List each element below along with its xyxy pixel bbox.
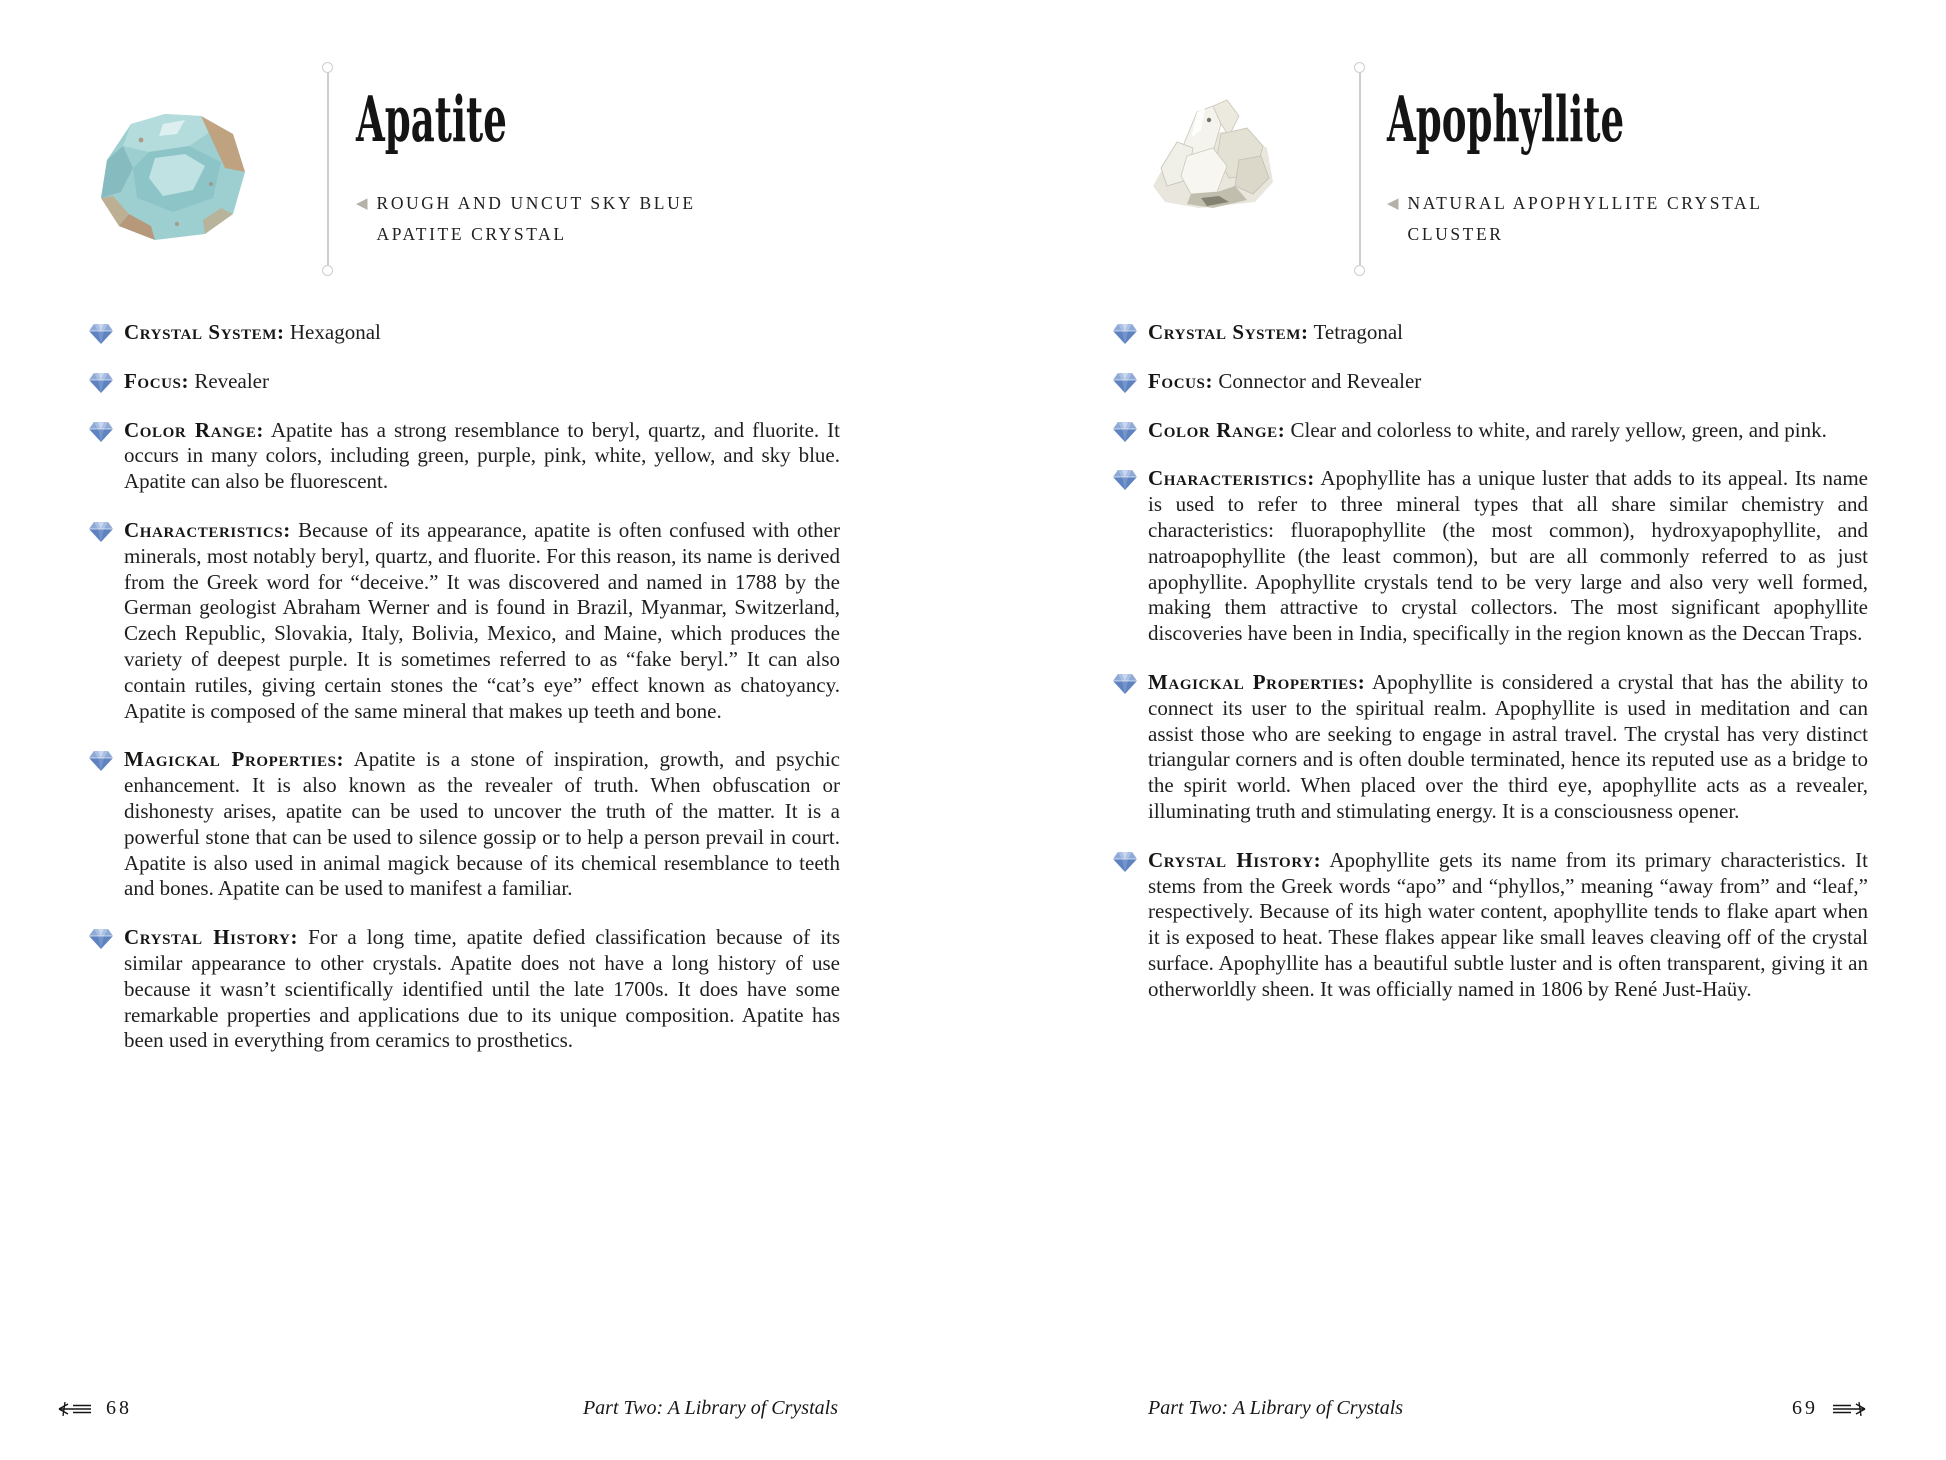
section-label: Crystal System: <box>124 320 285 344</box>
photo-caption <box>1387 188 1946 250</box>
gem-diamond-icon <box>1112 372 1138 394</box>
page-title: Apophyllite <box>1387 82 1625 157</box>
header-divider <box>322 62 334 276</box>
section-label: Characteristics: <box>124 517 291 542</box>
section-body: Tetragonal <box>1313 320 1404 344</box>
entry-heading <box>356 82 916 250</box>
running-title: Part Two: A Library of Crystals <box>582 1397 838 1419</box>
apatite-photo <box>93 106 255 246</box>
divider-dot-top <box>1354 62 1365 73</box>
section-body: Revealer <box>194 368 269 393</box>
section-characteristics <box>1112 466 1868 647</box>
section-label: Crystal History: <box>1148 847 1322 872</box>
gem-diamond-icon <box>1112 421 1138 443</box>
left-triangle-icon: ◀ <box>356 194 368 212</box>
section-crystal-history <box>88 925 840 1054</box>
section-label: Focus: <box>1148 368 1214 393</box>
left-triangle-icon: ◀ <box>1387 194 1399 212</box>
gem-diamond-icon <box>88 521 114 543</box>
section-label: Focus: <box>124 368 190 393</box>
section-color-range <box>1112 418 1868 444</box>
section-label: Characteristics: <box>1148 466 1315 491</box>
section-label: Magickal Properties: <box>124 747 345 772</box>
photo-caption <box>356 188 916 250</box>
section-crystal-system <box>1112 320 1868 346</box>
section-body: Apophyllite gets its name from its primary characteristics. It stems from the Greek words “apo” and “phyllos,” meaning “away from” and “leaf,” respectively. Because of its high water content, apophyllite tends to flake apart when it is exposed to heat. These flakes appear like small leaves cleaving off of the crystal surface. Apophyllite has a beautiful subtle luster and is often transparent, giving it an otherworldly sheen. It was officially named in 1806 by René Just-Haüy. <box>1148 847 1868 1001</box>
photo-caption-text: ROUGH AND UNCUT SKY BLUE APATITE CRYSTAL <box>376 193 696 244</box>
gem-diamond-icon <box>1112 673 1138 695</box>
section-body: For a long time, apatite defied classification because of its similar appearance to other crystals. Apatite does not have a long history of use because it wasn’t scientifically identified until the late 1700s. It does have some remarkable properties and applications due to its unique composition. Apatite has been used in everything from ceramics to prosthetics. <box>124 925 841 1053</box>
gem-diamond-icon <box>88 372 114 394</box>
gem-diamond-icon <box>1112 323 1138 345</box>
section-label: Color Range: <box>124 417 265 442</box>
section-body: Apophyllite is considered a crystal that has the ability to connect its user to the spiritual realm. Apophyllite is used in meditation and can assist those who are seeking to engage in astral travel. The crystal has very distinct triangular corners and is often double terminated, hence its reputed use as a bridge to the spirit world. When placed over the third eye, apophyllite acts as a revealer, illuminating truth and stimulating energy. It is a consciousness opener. <box>1148 669 1868 823</box>
page-right-apophyllite <box>973 0 1946 1460</box>
divider-line <box>1359 73 1361 265</box>
gem-diamond-icon <box>88 421 114 443</box>
section-focus <box>88 369 840 395</box>
section-body: Because of its appearance, apatite is often confused with other minerals, most notably beryl, quartz, and fluorite. For this reason, its name is derived from the Greek word for “deceive.” It was discovered and named in 1788 by the German geologist Abraham Werner and is found in Brazil, Myanmar, Switzerland, Czech Republic, Slovakia, Italy, Bolivia, Mexico, and Maine, which produces the variety of deepest purple. It is sometimes referred to as “fake beryl.” It can also contain rutiles, giving certain stones the “cat’s eye” effect known as chatoyancy. Apatite is composed of the same mineral that makes up teeth and bone. <box>124 517 840 723</box>
footer-right-page <box>1148 1397 1868 1420</box>
section-characteristics <box>88 518 840 724</box>
section-magickal-properties <box>88 747 840 902</box>
section-focus <box>1112 369 1868 395</box>
photo-caption-text: NATURAL APOPHYLLITE CRYSTAL CLUSTER <box>1407 193 1763 244</box>
section-crystal-system <box>88 320 840 346</box>
page-number: 69 <box>1792 1397 1818 1419</box>
gem-diamond-icon <box>1112 469 1138 491</box>
gem-diamond-icon <box>88 750 114 772</box>
entry-sections <box>88 320 840 1077</box>
section-body: Hexagonal <box>289 320 381 344</box>
header-divider <box>1354 62 1366 276</box>
divider-line <box>327 73 329 265</box>
section-label: Magickal Properties: <box>1148 669 1366 694</box>
section-color-range <box>88 418 840 495</box>
running-title: Part Two: A Library of Crystals <box>1148 1397 1404 1419</box>
section-body: Apatite is a stone of inspiration, growth, and psychic enhancement. It is also known as the revealer of truth. When obfuscation or dishonesty arises, apatite can be used to uncover the truth of the matter. It is a powerful stone that can be used to silence gossip or to help a person prevail in court. Apatite is also used in animal magick because of its chemical resemblance to teeth and bones. Apatite can be used to manifest a familiar. <box>124 747 840 901</box>
section-crystal-history <box>1112 848 1868 1003</box>
divider-dot-top <box>322 62 333 73</box>
page-title: Apatite <box>356 82 507 157</box>
folio-right <box>1792 1397 1868 1420</box>
section-magickal-properties <box>1112 670 1868 825</box>
entry-sections <box>1112 320 1868 1026</box>
section-body: Connector and Revealer <box>1218 368 1422 393</box>
divider-dot-bottom <box>322 265 333 276</box>
folio-left <box>56 1397 132 1420</box>
section-label: Crystal System: <box>1148 320 1309 344</box>
section-body: Clear and colorless to white, and rarely yellow, green, and pink. <box>1290 417 1827 442</box>
arrow-right-ornament-icon <box>1830 1401 1868 1417</box>
section-body: Apatite has a strong resemblance to beryl, quartz, and fluorite. It occurs in many colors, including green, purple, pink, white, yellow, and sky blue. Apatite can also be fluorescent. <box>124 417 840 494</box>
arrow-left-ornament-icon <box>56 1401 94 1417</box>
apophyllite-photo <box>1143 90 1279 216</box>
entry-heading <box>1387 82 1946 250</box>
section-label: Crystal History: <box>124 925 299 950</box>
gem-diamond-icon <box>1112 851 1138 873</box>
divider-dot-bottom <box>1354 265 1365 276</box>
footer-left-page <box>56 1397 838 1420</box>
section-label: Color Range: <box>1148 417 1286 442</box>
section-body: Apophyllite has a unique luster that adds to its appeal. Its name is used to refer to three mineral types that all share similar chemistry and characteristics: fluorapophyllite (the most common), hydroxyapophyllite, and natroapophyllite (the least common), but are all commonly referred to as just apophyllite. Apophyllite crystals tend to be very large and also very well formed, making them attractive to crystal collectors. The most significant apophyllite discoveries have been in India, specifically in the region known as the Deccan Traps. <box>1148 466 1868 646</box>
gem-diamond-icon <box>88 323 114 345</box>
page-number: 68 <box>106 1397 132 1419</box>
gem-diamond-icon <box>88 928 114 950</box>
